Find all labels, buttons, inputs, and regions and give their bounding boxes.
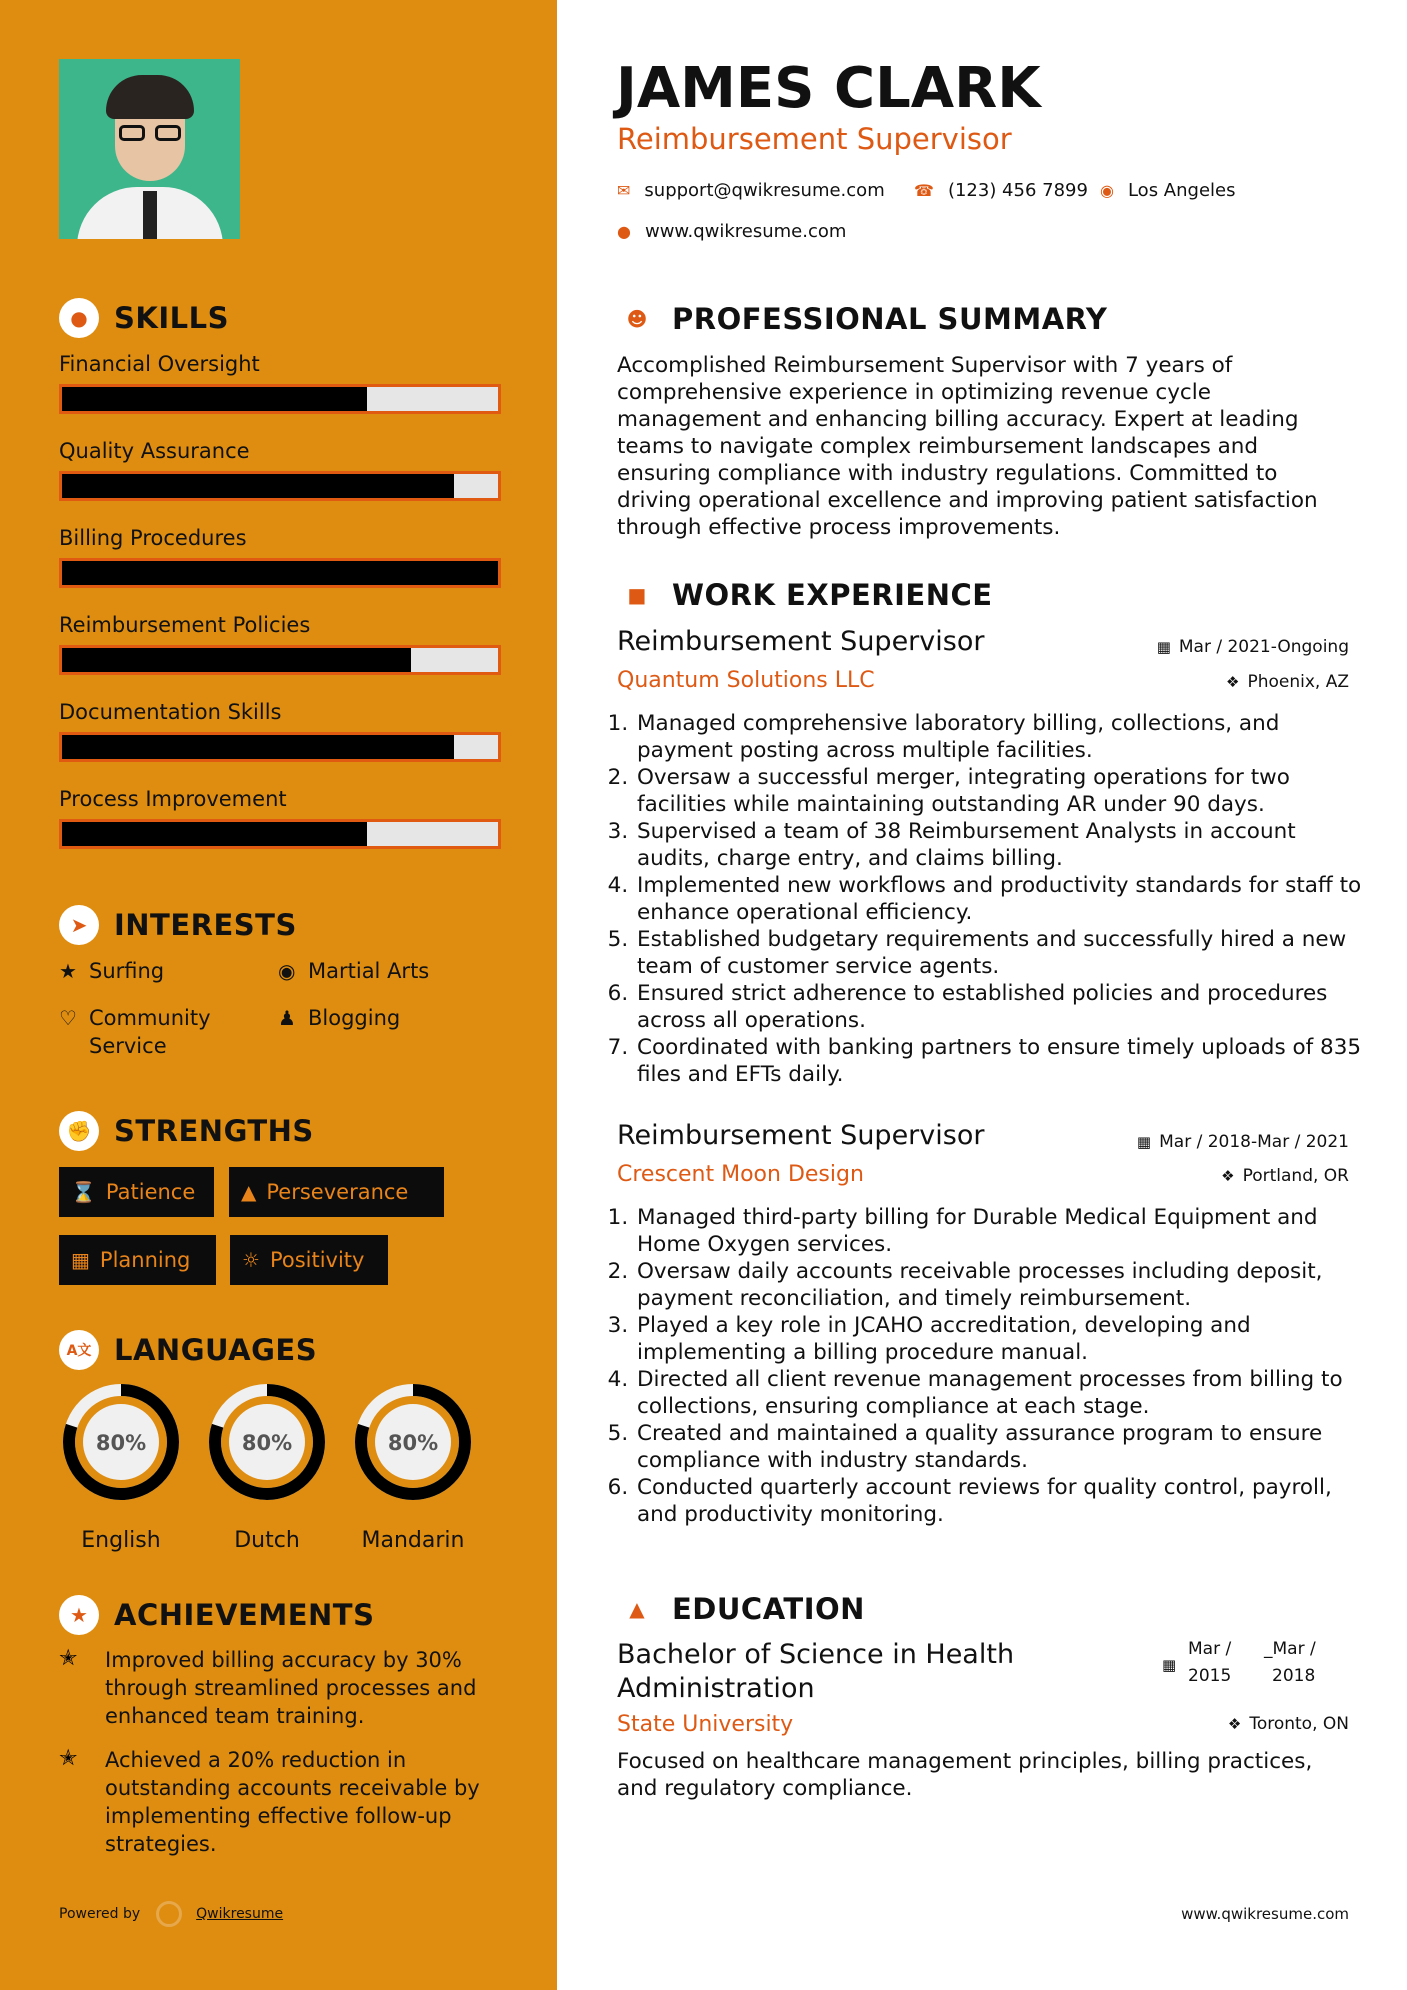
strength-tag: ▲ Perseverance bbox=[229, 1167, 444, 1217]
interests-heading bbox=[59, 905, 297, 945]
list-item: 4. Directed all client revenue management processes from billing to collections, ensuring compliance at each stage. bbox=[635, 1366, 1375, 1420]
languages-title: LANGUAGES bbox=[114, 1333, 318, 1367]
qwikresume-link[interactable]: Qwikresume bbox=[196, 1906, 284, 1922]
job-title: Reimbursement Supervisor bbox=[617, 1120, 985, 1151]
language-percent: 80% bbox=[95, 1431, 147, 1455]
achievement-item: ✭ Improved billing accuracy by 30% through streamlined processes and enhanced team training. bbox=[59, 1646, 477, 1728]
language-ring bbox=[351, 1380, 475, 1504]
skill-label: Financial Oversight bbox=[59, 352, 260, 376]
strengths-heading bbox=[59, 1111, 314, 1151]
interest-item: ★ Surfing bbox=[59, 959, 165, 983]
language-percent: 80% bbox=[241, 1431, 293, 1455]
contact-website[interactable]: ● www.qwikresume.com bbox=[617, 221, 847, 242]
phone-icon: ☎ bbox=[914, 181, 934, 200]
skill-bar bbox=[59, 558, 501, 588]
skills-heading bbox=[59, 298, 229, 338]
language-name: Dutch bbox=[234, 1528, 300, 1553]
skill-bar-fill bbox=[62, 474, 454, 498]
calendar-icon: ▦ bbox=[71, 1248, 90, 1272]
contact-phone[interactable]: ☎ (123) 456 7899 bbox=[914, 180, 1088, 201]
globe-icon: ◉ bbox=[278, 959, 296, 983]
calendar-icon: ▦ bbox=[1156, 638, 1171, 656]
list-item: 2. Oversaw daily accounts receivable processes including deposit, payment reconciliation, and timely reimbursement. bbox=[635, 1258, 1375, 1312]
education-start-date: Mar / 2015 bbox=[1188, 1639, 1232, 1686]
star-icon: ✭ bbox=[59, 1646, 78, 1671]
skill-bar bbox=[59, 384, 501, 414]
skill-bar-fill bbox=[62, 648, 411, 672]
briefcase-icon: ■ bbox=[617, 575, 657, 615]
achievement-item: ✭ Achieved a 20% reduction in outstanding accounts receivable by implementing effective follow-up strategies. bbox=[59, 1746, 480, 1856]
language-name: English bbox=[81, 1528, 161, 1553]
paper-plane-icon: ➤ bbox=[59, 905, 99, 945]
education-description: Focused on healthcare management principles, billing practices, and regulatory compliance. bbox=[617, 1749, 1313, 1801]
skill-label: Quality Assurance bbox=[59, 439, 250, 463]
summary-text: Accomplished Reimbursement Supervisor with 7 years of comprehensive experience in optimizing revenue cycle management and enhancing billing accuracy. Expert at leading teams to navigate complex reimbursement landscapes and ensuring compliance with industry regulations. Committed to driving operational excellence and improving patient satisfaction through effective process improvements. bbox=[617, 353, 1318, 540]
candidate-name: JAMES CLARK bbox=[616, 56, 1041, 121]
list-item: 6. Ensured strict adherence to established policies and procedures across all operations. bbox=[635, 980, 1375, 1034]
calendar-icon: ▦ bbox=[1162, 1656, 1177, 1674]
list-item: 3. Played a key role in JCAHO accreditation, developing and implementing a billing procedure manual. bbox=[635, 1312, 1375, 1366]
job-location: ❖ Portland, OR bbox=[1221, 1166, 1349, 1186]
education-heading bbox=[617, 1589, 865, 1629]
list-item: 5. Established budgetary requirements and successfully hired a new team of customer service agents. bbox=[635, 926, 1375, 980]
list-item: 6. Conducted quarterly account reviews for quality control, payroll, and productivity monitoring. bbox=[635, 1474, 1375, 1528]
skill-bar-fill bbox=[62, 735, 454, 759]
graduation-cap-icon: ▲ bbox=[617, 1589, 657, 1629]
strengths-title: STRENGTHS bbox=[114, 1114, 314, 1148]
skill-bar bbox=[59, 645, 501, 675]
interest-item: ◉ Martial Arts bbox=[278, 959, 430, 983]
list-item: 2. Oversaw a successful merger, integrating operations for two facilities while maintaining outstanding AR under 90 days. bbox=[635, 764, 1375, 818]
degree-title: Bachelor of Science in Health Administration bbox=[617, 1639, 1015, 1704]
lightbulb-icon: ● bbox=[59, 298, 99, 338]
list-item: 5. Created and maintained a quality assurance program to ensure compliance with industry standards. bbox=[635, 1420, 1375, 1474]
footer-url[interactable]: www.qwikresume.com bbox=[1181, 1905, 1349, 1923]
language-ring bbox=[205, 1380, 329, 1504]
skill-label: Documentation Skills bbox=[59, 700, 282, 724]
skill-item bbox=[59, 700, 501, 762]
skill-bar-fill bbox=[62, 387, 367, 411]
language-item bbox=[351, 1380, 475, 1553]
language-icon: A文 bbox=[59, 1330, 99, 1370]
qwikresume-logo-icon bbox=[156, 1901, 182, 1927]
job-location: ❖ Phoenix, AZ bbox=[1226, 672, 1349, 692]
education-title: EDUCATION bbox=[672, 1592, 865, 1626]
pin-icon: ❖ bbox=[1227, 1715, 1242, 1733]
job-bullets bbox=[612, 710, 1375, 1088]
list-item: 3. Supervised a team of 38 Reimbursement Analysts in account audits, charge entry, and claims billing. bbox=[635, 818, 1375, 872]
skill-label: Reimbursement Policies bbox=[59, 613, 311, 637]
skill-label: Billing Procedures bbox=[59, 526, 247, 550]
user-icon: ☻ bbox=[617, 299, 657, 339]
language-name: Mandarin bbox=[361, 1528, 465, 1553]
education-location: ❖ Toronto, ON bbox=[1227, 1714, 1349, 1734]
interest-item: ♡ Community Service bbox=[59, 1006, 211, 1058]
job-title: Reimbursement Supervisor bbox=[617, 626, 985, 657]
skill-bar bbox=[59, 732, 501, 762]
achievements-title: ACHIEVEMENTS bbox=[114, 1598, 375, 1632]
profile-photo bbox=[59, 59, 240, 239]
list-item: 1. Managed third-party billing for Durable Medical Equipment and Home Oxygen services. bbox=[635, 1204, 1375, 1258]
skills-title: SKILLS bbox=[114, 301, 229, 335]
candidate-role: Reimbursement Supervisor bbox=[617, 122, 1012, 156]
trophy-icon: ★ bbox=[59, 1595, 99, 1635]
skill-bar bbox=[59, 819, 501, 849]
skill-item bbox=[59, 613, 501, 675]
globe-icon: ● bbox=[617, 222, 631, 241]
powered-by: Powered by Qwikresume bbox=[59, 1901, 283, 1927]
pin-icon: ❖ bbox=[1221, 1167, 1235, 1185]
experience-heading bbox=[617, 575, 993, 615]
language-percent: 80% bbox=[387, 1431, 439, 1455]
job-company: Crescent Moon Design bbox=[617, 1162, 864, 1187]
list-item: 7. Coordinated with banking partners to ensure timely uploads of 835 files and EFTs daily. bbox=[635, 1034, 1375, 1088]
language-item bbox=[59, 1380, 183, 1553]
envelope-icon: ✉ bbox=[617, 181, 631, 200]
language-ring bbox=[59, 1380, 183, 1504]
skill-bar bbox=[59, 471, 501, 501]
school-name: State University bbox=[617, 1712, 794, 1737]
job-dates: ▦ Mar / 2018-Mar / 2021 bbox=[1136, 1132, 1349, 1152]
languages-heading bbox=[59, 1330, 317, 1370]
skill-bar-fill bbox=[62, 822, 367, 846]
list-item: 4. Implemented new workflows and productivity standards for staff to enhance operational efficiency. bbox=[635, 872, 1375, 926]
pin-icon: ❖ bbox=[1226, 673, 1240, 691]
education-end-date: _Mar / 2018 bbox=[1264, 1639, 1316, 1686]
list-item: 1. Managed comprehensive laboratory billing, collections, and payment posting across multiple facilities. bbox=[635, 710, 1375, 764]
skill-item bbox=[59, 787, 501, 849]
interests-title: INTERESTS bbox=[114, 908, 297, 942]
skill-item bbox=[59, 439, 501, 501]
road-icon: ▲ bbox=[241, 1180, 257, 1204]
job-company: Quantum Solutions LLC bbox=[617, 668, 875, 693]
handshake-icon: ♡ bbox=[59, 1006, 77, 1030]
job-dates: ▦ Mar / 2021-Ongoing bbox=[1156, 637, 1349, 657]
star-icon: ★ bbox=[59, 959, 77, 983]
strength-tag: ▦ Planning bbox=[59, 1235, 216, 1285]
summary-heading bbox=[617, 299, 1107, 339]
users-icon: ♟ bbox=[278, 1006, 296, 1030]
strength-tag: ⌛ Patience bbox=[59, 1167, 214, 1217]
job-bullets bbox=[612, 1204, 1375, 1528]
skill-item bbox=[59, 526, 501, 588]
sidebar bbox=[0, 0, 557, 1990]
map-pin-icon: ◉ bbox=[1100, 181, 1114, 200]
sun-icon: ☼ bbox=[242, 1248, 260, 1272]
contact-location: ◉ Los Angeles bbox=[1100, 180, 1236, 201]
hourglass-icon: ⌛ bbox=[71, 1180, 96, 1204]
skill-label: Process Improvement bbox=[59, 787, 287, 811]
calendar-icon: ▦ bbox=[1136, 1133, 1152, 1151]
strength-tag: ☼ Positivity bbox=[230, 1235, 388, 1285]
achievements-heading bbox=[59, 1595, 374, 1635]
language-item bbox=[205, 1380, 329, 1553]
skill-item bbox=[59, 352, 501, 414]
contact-email[interactable]: ✉ support@qwikresume.com bbox=[617, 180, 885, 201]
summary-title: PROFESSIONAL SUMMARY bbox=[672, 302, 1108, 336]
experience-title: WORK EXPERIENCE bbox=[672, 578, 993, 612]
fist-icon: ✊ bbox=[59, 1111, 99, 1151]
interest-item: ♟ Blogging bbox=[278, 1006, 401, 1030]
star-icon: ✭ bbox=[59, 1746, 78, 1771]
skill-bar-fill bbox=[62, 561, 498, 585]
